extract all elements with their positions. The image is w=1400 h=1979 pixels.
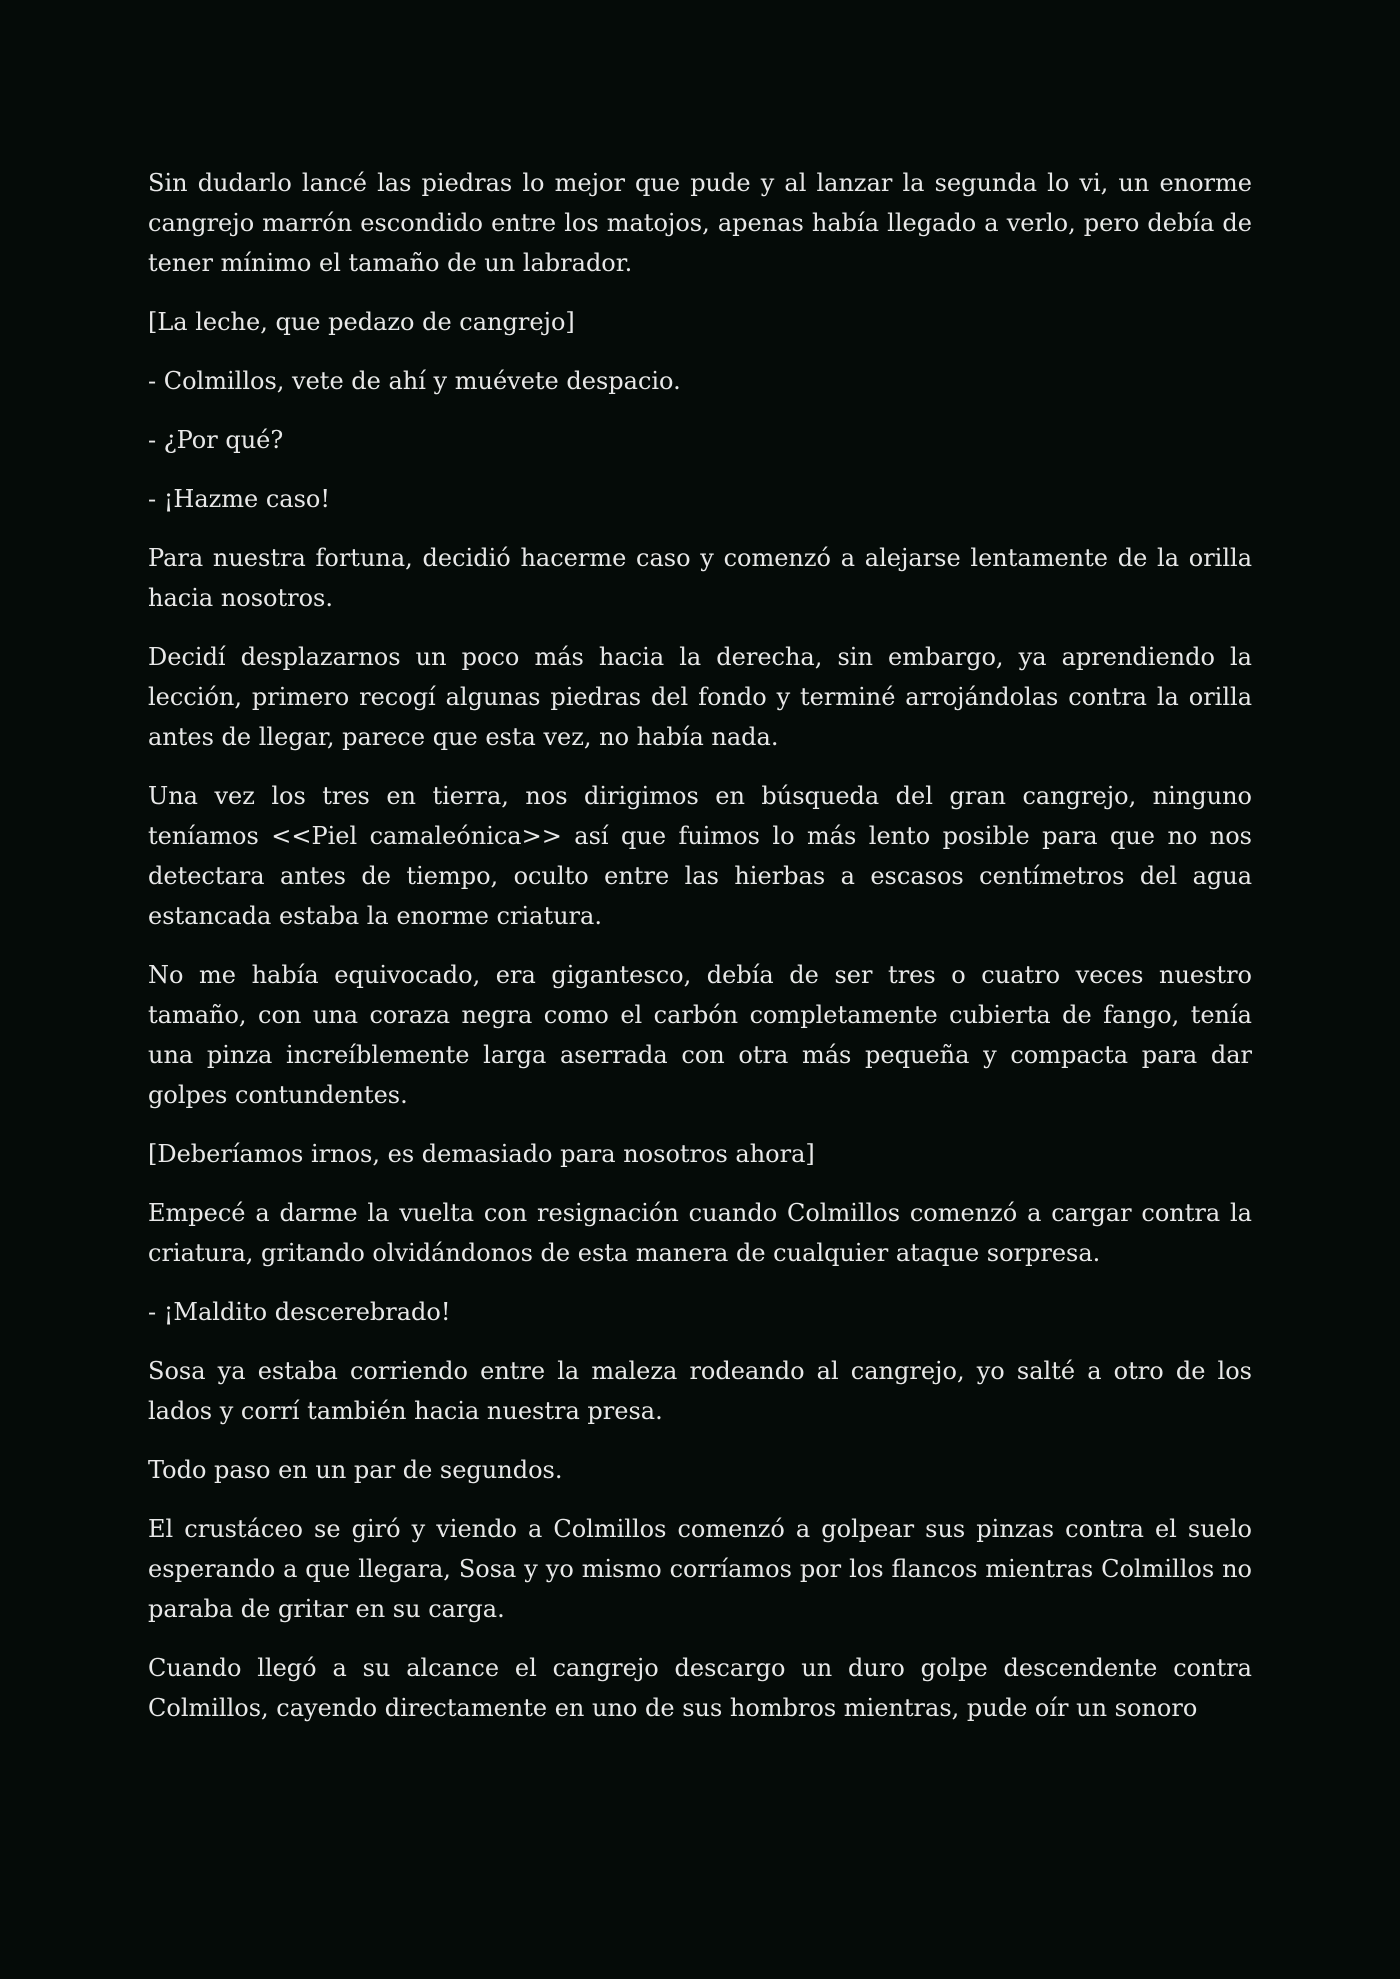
paragraph: Sosa ya estaba corriendo entre la maleza rodeando al cangrejo, yo salté a otro de los lados y corrí también hacia nuestra presa. [148,1357,1252,1425]
paragraph: Empecé a darme la vuelta con resignación cuando Colmillos comenzó a cargar contra la criatura, gritando olvidándonos de esta manera de cualquier ataque sorpresa. [148,1199,1252,1267]
paragraph: - ¿Por qué? [148,426,284,454]
paragraph: - Colmillos, vete de ahí y muévete despacio. [148,367,681,395]
paragraph: Cuando llegó a su alcance el cangrejo descargo un duro golpe descendente contra Colmillos, cayendo directamente en uno de sus hombros mientras, pude oír un sonoro [148,1654,1252,1722]
paragraph: [La leche, que pedazo de cangrejo] [148,308,575,336]
paragraph: Decidí desplazarnos un poco más hacia la derecha, sin embargo, ya aprendiendo la lección, primero recogí algunas piedras del fondo y terminé arrojándolas contra la orilla antes de llegar, parece que esta vez, no había nada. [148,643,1252,751]
paragraph: [Deberíamos irnos, es demasiado para nosotros ahora] [148,1140,815,1168]
paragraph: El crustáceo se giró y viendo a Colmillos comenzó a golpear sus pinzas contra el suelo esperando a que llegara, Sosa y yo mismo corríamos por los flancos mientras Colmillos no paraba de gritar en su carga. [148,1515,1252,1623]
text-body [148,163,1252,1728]
paragraph: - ¡Hazme caso! [148,485,331,513]
paragraph: Sin dudarlo lancé las piedras lo mejor que pude y al lanzar la segunda lo vi, un enorme cangrejo marrón escondido entre los matojos, apenas había llegado a verlo, pero debía de tener mínimo el tamaño de un labrador. [148,169,1252,277]
paragraph: Para nuestra fortuna, decidió hacerme caso y comenzó a alejarse lentamente de la orilla hacia nosotros. [148,544,1252,612]
paragraph: Todo paso en un par de segundos. [148,1456,563,1484]
paragraph: Una vez los tres en tierra, nos dirigimos en búsqueda del gran cangrejo, ninguno teníamos <<Piel camaleónica>> así que fuimos lo más lento posible para que no nos detectara antes de tiempo, oculto entre las hierbas a escasos centímetros del agua estancada estaba la enorme criatura. [148,782,1252,930]
paragraph: No me había equivocado, era gigantesco, debía de ser tres o cuatro veces nuestro tamaño, con una coraza negra como el carbón completamente cubierta de fango, tenía una pinza increíblemente larga aserrada con otra más pequeña y compacta para dar golpes contundentes. [148,961,1252,1109]
paragraph: - ¡Maldito descerebrado! [148,1298,451,1326]
